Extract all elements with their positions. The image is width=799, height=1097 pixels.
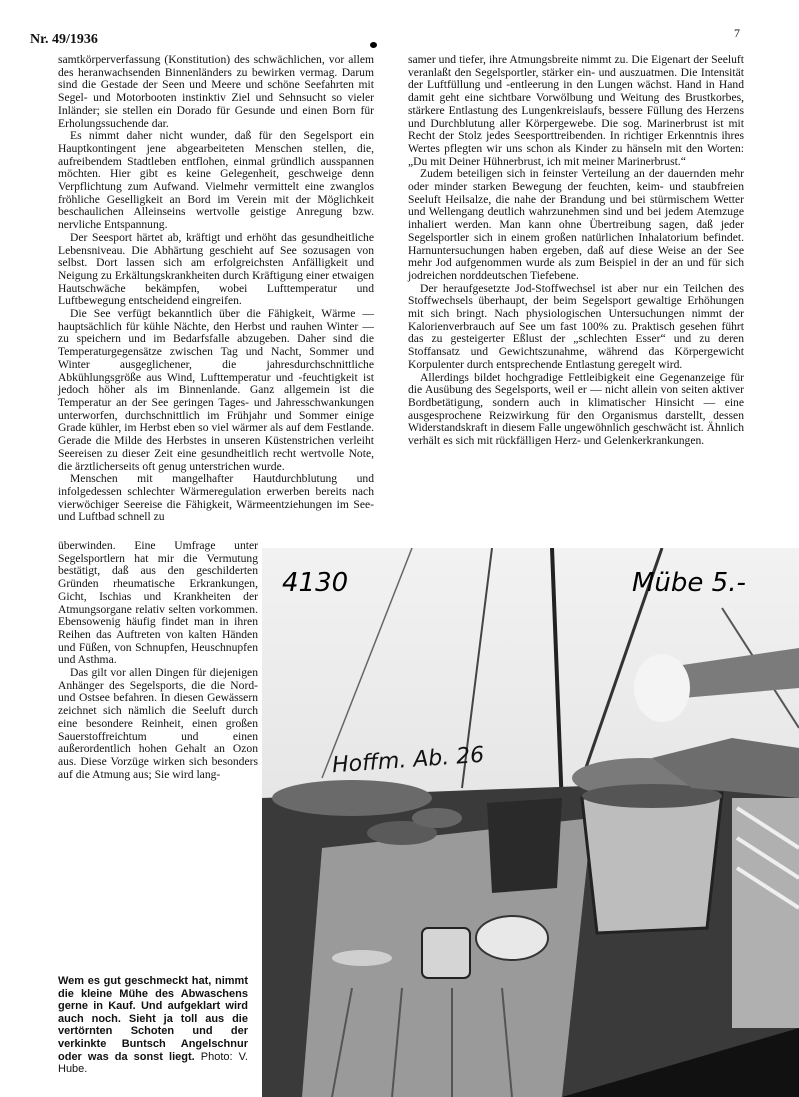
paragraph: Das gilt vor allen Dingen für diejenigen Anhänger des Segelsports, die die Nord- und Ostsee befahren. In diesen Gewässern zeichnet sich nämlich die Seeluft durch eine besondere Reinheit, einen großen Sauerstoffreichtum und einen außerordentlich hohen Gehalt an Ozon aus. Diese Vorzüge wirken sich besonders auf die Atmung aus; Sie wird lang-	[58, 666, 258, 781]
page-number: 7	[734, 26, 740, 40]
handwritten-price: Mübe 5.-	[632, 568, 746, 598]
paragraph: samer und tiefer, ihre Atmungsbreite nimmt zu. Die Eigenart der Seeluft veranlaßt den Segelsportler, stärker ein- und auszuatmen. Die Intensität der Luftfüllung und -entleerung in den Lungen wächst. Hand in Hand damit geht eine sichtbare Vorwölbung und Weitung des Brustkorbes, stärkere Entlastung des Lungenkreislaufs, bessere Füllung des Herzens und Durchblutung aller Körpergewebe. Die sog. Marinerbrust ist mit Recht der Stolz jedes Seesporttreibenden. In richtiger Erkenntnis ihres Wertes pflegten wir uns schon als Kinder zu hänseln mit den Worten: „Du mit Deiner Hühnerbrust, ich mit meiner Marinerbrust.“	[408, 53, 744, 168]
boat-deck-photo	[262, 548, 799, 1097]
article-column-left	[58, 54, 374, 524]
paragraph: samtkörperverfassung (Konstitution) des schwächlichen, vor allem des heranwachsenden Binnenländers zu bewirken vermag. Darum sind die Gestade der Seen und Meere und schöne Seefahrten mit Segel- und Motorbooten instinktiv Ziel und Sehnsucht so vieler Inländer; sie stellen ein Dorado für Gesunde und einen Born für Erholungssuchende dar.	[58, 53, 374, 130]
article-column-right	[408, 54, 744, 448]
photo-illustration	[262, 548, 799, 1097]
photo-credit: Photo: V. Hube.	[58, 1050, 248, 1076]
photo-caption	[58, 975, 248, 1076]
caption-text: Wem es gut geschmeckt hat, nimmt die kleine Mühe des Abwaschens gerne in Kauf. Und aufgeklart wird auch noch. Sieht ja toll aus die vertörnten Schoten und der verkinkte Buntsch Angelschnur oder was da sonst liegt.	[58, 975, 248, 1063]
print-mark	[370, 42, 377, 48]
paragraph: Menschen mit mangelhafter Hautdurchblutung und infolgedessen schlechter Wärmeregulation erwerben bereits nach vierwöchiger Seereise die Fähigkeit, Wärmeentziehungen im See- und Luftbad schnell zu	[58, 472, 374, 524]
handwritten-number: 4130	[282, 568, 349, 598]
paragraph: Die See verfügt bekanntlich über die Fähigkeit, Wärme — hauptsächlich für kühle Nächte, den Herbst und rauhen Winter — zu speichern und im Bedarfsfalle abzugeben. Daher sind die Temperaturgegensätze zwischen Tag und Nacht, Sommer und Winter ausgeglichener, die jahresdurchschnittliche Abkühlungsgröße aus Wind, Lufttemperatur und -feuchtigkeit ist jedoch höher als im Binnenlande. Ganz allgemein ist die Temperatur an der See geringen Tages- und Jahresschwankungen unterworfen, durchschnittlich im Frühjahr und Sommer einige Grade kühler, im Herbst eben so viel wärmer als auf dem Festlande. Gerade die Milde des Herbstes in unseren Küstenstrichen verleiht Seereisen zu dieser Zeit eine gesundheitlich recht wertvolle Note, die ärztlicherseits oft genug unterstrichen wurde.	[58, 307, 374, 473]
handwritten-note: Hoffm. Ab. 26	[331, 742, 485, 779]
paragraph: Allerdings bildet hochgradige Fettleibigkeit eine Gegenanzeige für die Ausübung des Segelsports, weil er — nicht allein von seiten aktiver Bordbetätigung, sondern auch in klimatischer Hinsicht — eine ausgesprochene Reizwirkung für den Organismus darstellt, dessen Widerstandskraft in diesem Falle ungewöhnlich geschwächt ist. Ähnlich verhält es sich mit rückfälligen Herz- und Gelenkerkrankungen.	[408, 370, 744, 448]
issue-number: Nr. 49/1936	[30, 32, 98, 47]
paragraph: Der heraufgesetzte Jod-Stoffwechsel ist aber nur ein Teilchen des Stoffwechsels überhaupt, der beim Segelsport gewaltige Erhöhungen mit sich bringt. Nach physiologischen Untersuchungen nimmt der Kalorienverbrauch auf See um fast 100% zu. Praktisch gesehen führt das zu gesteigerter Eßlust der „schlechten Esser“ und zu deren Stoffansatz und Gewichtszunahme, während das Körpergewicht Korpulenter durch entsprechende Entlastung geregelt wird.	[408, 281, 744, 371]
paragraph: überwinden. Eine Umfrage unter Segelsportlern hat mir die Vermutung bestätigt, daß aus den geschilderten Gründen rheumatische Erkrankungen, Gicht, Ischias und Krankheiten der Atmungsorgane relativ selten vorkommen. Ebensowenig häufig findet man in ihren Reihen das Auftreten von kalten Händen und Füßen, von Schnupfen, Heuschnupfen und Asthma.	[58, 539, 258, 667]
article-column-left-narrow	[58, 540, 258, 781]
paragraph: Der Seesport härtet ab, kräftigt und erhöht das gesundheitliche Lebensniveau. Die Abhärtung geschieht auf See sozusagen von selbst. Dort lassen sich am erfolgreichsten Anfälligkeit und Neigung zu Erkältungskrankheiten durch Kräftigung einer etwaigen Hautschwäche bekämpfen, wobei Lufttemperatur und Luftbewegung entscheidend eingreifen.	[58, 230, 374, 308]
paragraph: Es nimmt daher nicht wunder, daß für den Segelsport ein Hauptkontingent jene abgearbeiteten Menschen stellen, die, aufreibendem Stadtleben entflohen, einmal gründlich ausspannen möchten. Hier gibt es keine Gelegenheit, geschweige denn Verpflichtung zum Aufwand. Vielmehr vermittelt eine zwanglos fröhliche Geselligkeit an Bord im Verein mit der Möglichkeit beschaulichen Alleinseins wertvolle geistige Anregung bzw. nervliche Entspannung.	[58, 129, 374, 232]
paragraph: Zudem beteiligen sich in feinster Verteilung an der dauernden mehr oder minder starken Bewegung der feuchten, keim- und staubfreien Seeluft Heilsalze, die nahe der Brandung und bei stürmischem Wetter und Wellengang deutlich wahrzunehmen sind und bei jedem Atemzuge inhaliert werden. Man kann ohne Übertreibung sagen, daß jeder Segelsportler sich in einem großen natürlichen Inhalatorium befindet. Harnuntersuchungen haben ergeben, daß auf diese Weise an der See mehr Jod aufgenommen wurde als zum Beispiel in der an und für sich jodreichen norddeutschen Tiefebene.	[408, 167, 744, 282]
